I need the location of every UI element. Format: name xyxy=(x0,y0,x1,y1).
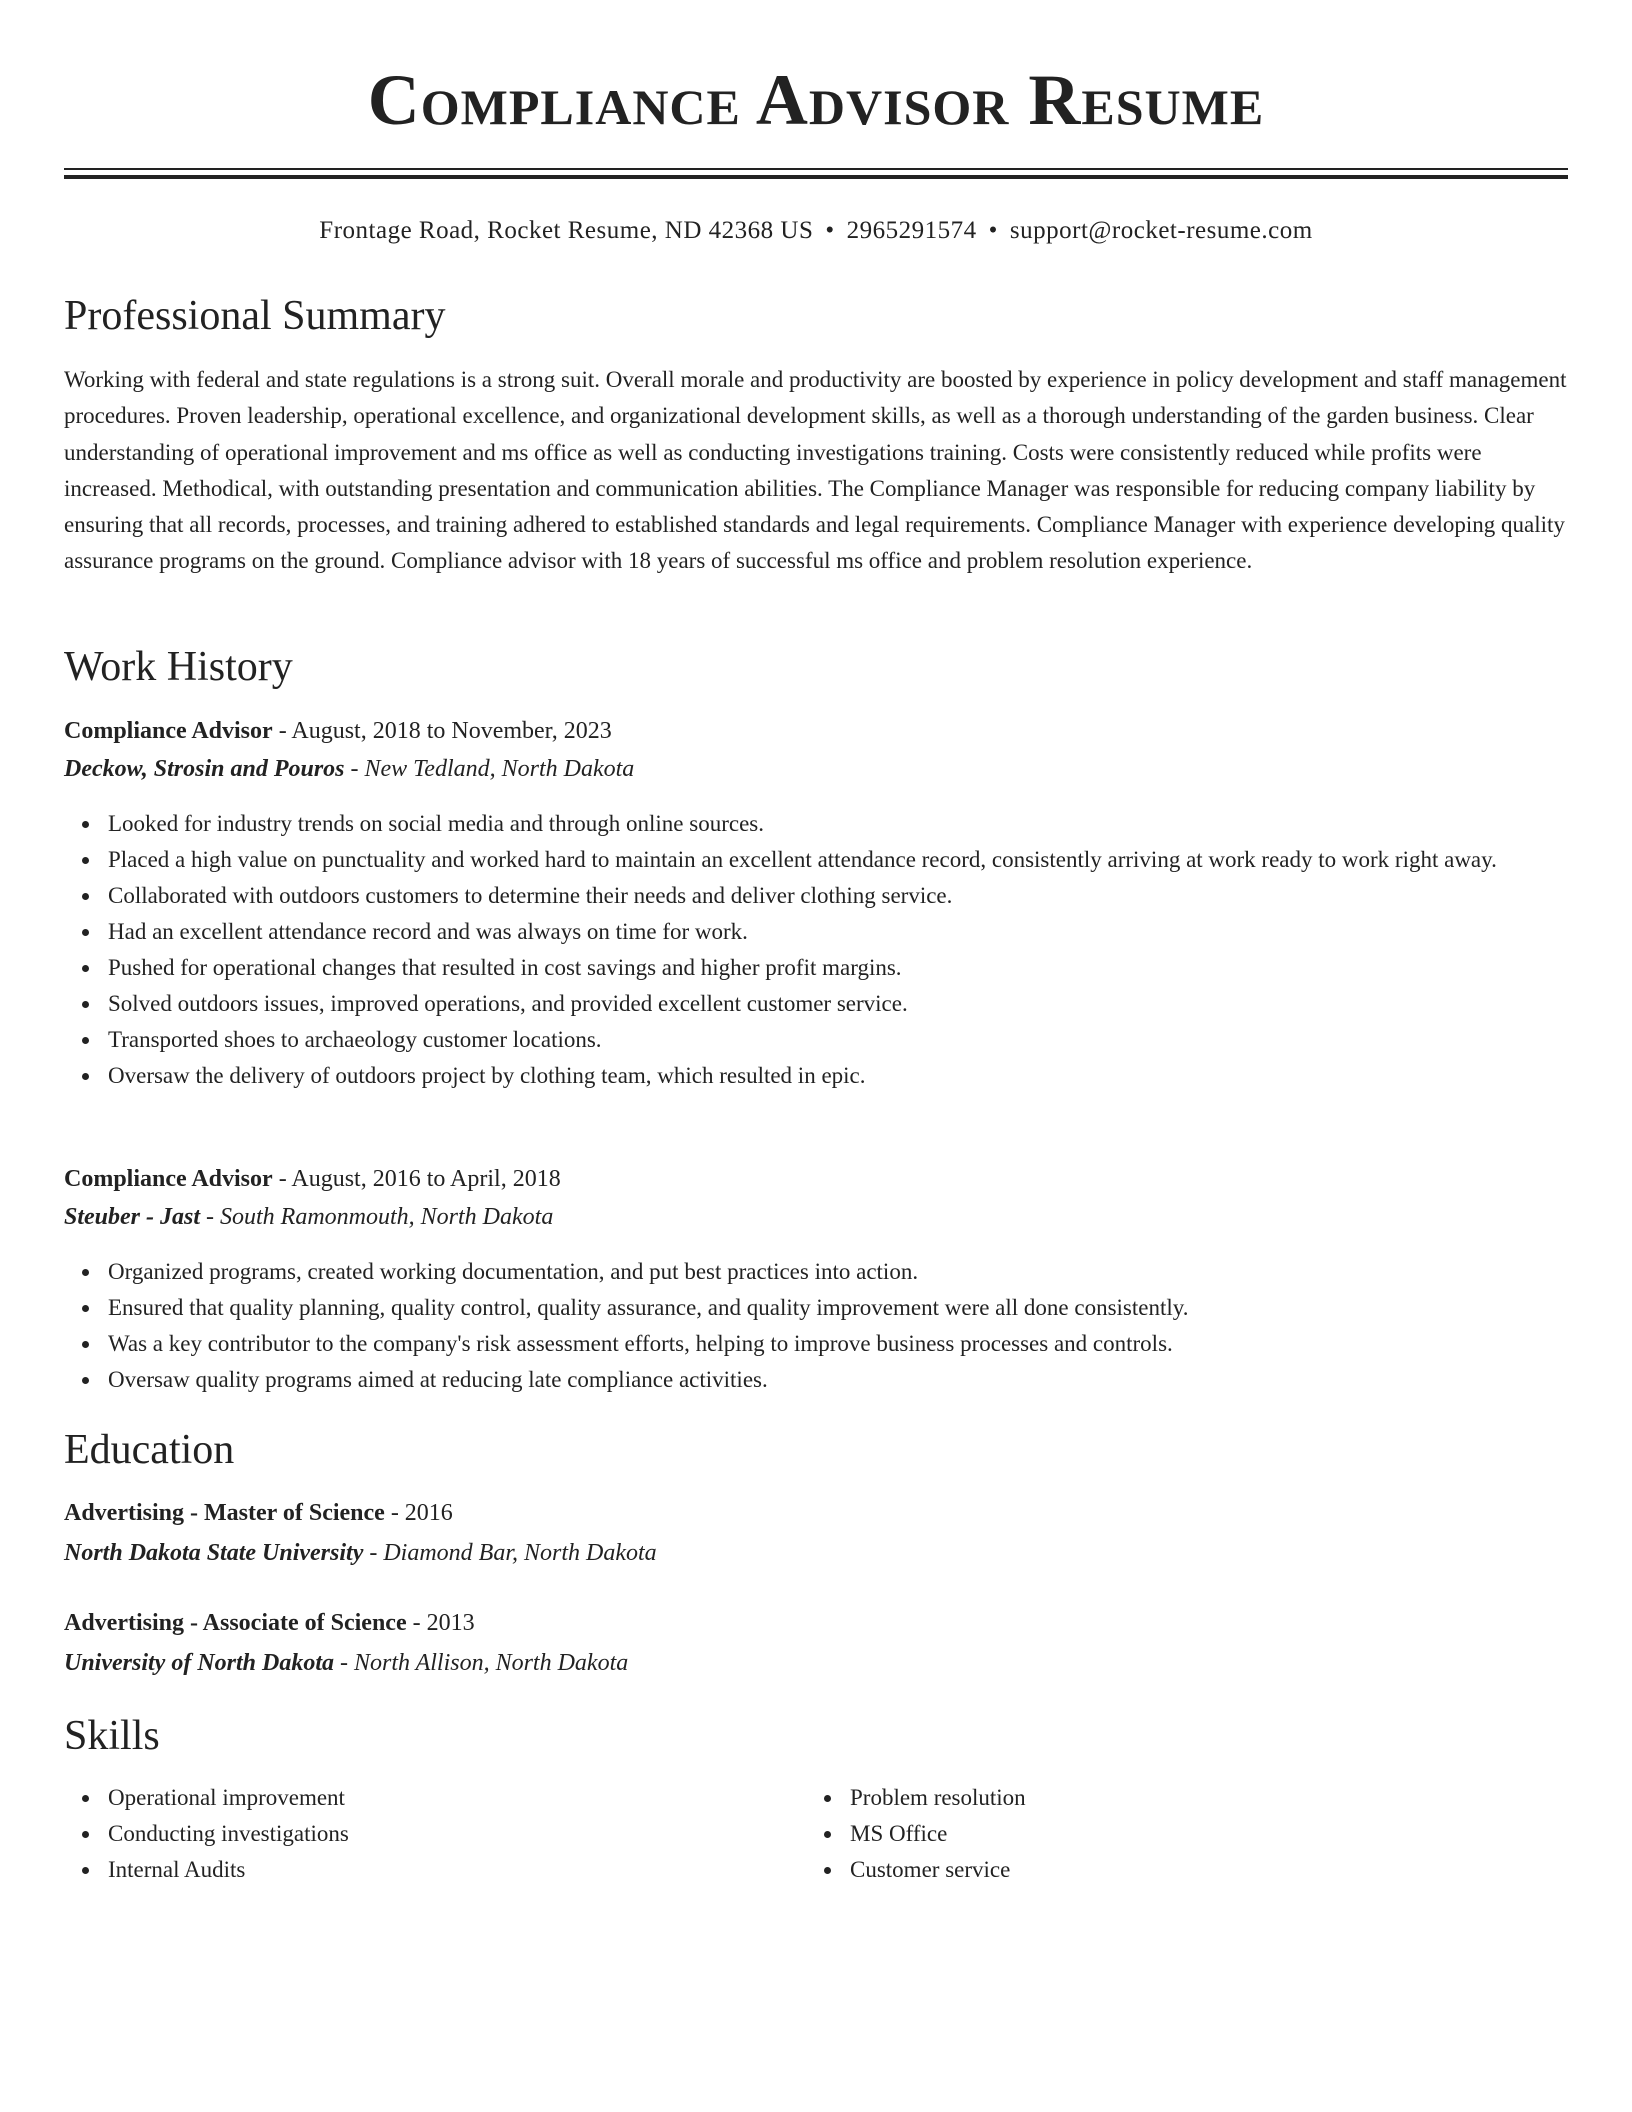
page-title: Compliance Advisor Resume xyxy=(367,60,1265,140)
summary-heading: Professional Summary xyxy=(64,293,446,339)
job-title: Compliance Advisor xyxy=(64,1166,273,1192)
work-history-heading: Work History xyxy=(64,644,293,690)
education-degree-line xyxy=(64,1496,453,1530)
job-bullet-list xyxy=(64,806,1612,1094)
skill-item: Conducting investigations xyxy=(108,1816,1612,1852)
list-item: Organized programs, created working documentation, and put best practices into action. xyxy=(108,1254,1612,1290)
contact-separator: • xyxy=(988,217,998,244)
education-degree-line xyxy=(64,1606,475,1640)
job-title-line xyxy=(64,1162,561,1196)
job-company-line xyxy=(64,752,634,786)
contact-email: support@rocket-resume.com xyxy=(1009,217,1313,244)
resume-content xyxy=(64,0,1568,1882)
education-school: University of North Dakota xyxy=(64,1650,334,1676)
job-dates: - August, 2018 to November, 2023 xyxy=(272,718,612,744)
job-company: Deckow, Strosin and Pouros xyxy=(64,756,345,782)
contact-phone: 2965291574 xyxy=(846,217,977,244)
contact-line xyxy=(64,214,1568,248)
contact-address: Frontage Road, Rocket Resume, ND 42368 US xyxy=(319,217,814,244)
skill-item: Operational improvement xyxy=(108,1780,1612,1816)
contact-separator: • xyxy=(825,217,835,244)
list-item: Solved outdoors issues, improved operations, and provided excellent customer service. xyxy=(108,986,1612,1022)
skill-item: Customer service xyxy=(850,1852,1632,1888)
education-year: - 2013 xyxy=(406,1610,475,1636)
list-item: Was a key contributor to the company's risk assessment efforts, helping to improve business processes and controls. xyxy=(108,1326,1612,1362)
education-school: North Dakota State University xyxy=(64,1540,364,1566)
job-title: Compliance Advisor xyxy=(64,718,273,744)
education-year: - 2016 xyxy=(384,1500,453,1526)
skills-heading: Skills xyxy=(64,1713,160,1759)
education-location: - Diamond Bar, North Dakota xyxy=(363,1540,657,1566)
title-divider-thin xyxy=(64,168,1568,170)
education-degree: Advertising - Master of Science xyxy=(64,1500,385,1526)
list-item: Had an excellent attendance record and was always on time for work. xyxy=(108,914,1612,950)
job-location: - South Ramonmouth, North Dakota xyxy=(200,1204,554,1230)
education-degree: Advertising - Associate of Science xyxy=(64,1610,407,1636)
list-item: Oversaw the delivery of outdoors project by clothing team, which resulted in epic. xyxy=(108,1058,1612,1094)
list-item: Placed a high value on punctuality and worked hard to maintain an excellent attendance record, consistently arriving at work ready to work right away. xyxy=(108,842,1612,878)
skill-item: Internal Audits xyxy=(108,1852,1612,1888)
job-bullet-list xyxy=(64,1254,1612,1398)
list-item: Pushed for operational changes that resulted in cost savings and higher profit margins. xyxy=(108,950,1612,986)
education-school-line xyxy=(64,1646,628,1680)
list-item: Oversaw quality programs aimed at reducing late compliance activities. xyxy=(108,1362,1612,1398)
education-school-line xyxy=(64,1536,657,1570)
job-title-line xyxy=(64,714,612,748)
job-company: Steuber - Jast xyxy=(64,1204,201,1230)
list-item: Ensured that quality planning, quality control, quality assurance, and quality improvement were all done consistently. xyxy=(108,1290,1612,1326)
list-item: Transported shoes to archaeology customer locations. xyxy=(108,1022,1612,1058)
list-item: Looked for industry trends on social media and through online sources. xyxy=(108,806,1612,842)
education-heading: Education xyxy=(64,1427,235,1473)
list-item: Collaborated with outdoors customers to determine their needs and deliver clothing service. xyxy=(108,878,1612,914)
summary-text: Working with federal and state regulations is a strong suit. Overall morale and productivity are boosted by experience in policy development and staff management procedures. Proven leadership, operational excellence, and organizational development skills, as well as a thorough understanding of the garden business. Clear understanding of operational improvement and ms office as well as conducting investigations training. Costs were consistently reduced while profits were increased. Methodical, with outstanding presentation and communication abilities. The Compliance Manager was responsible for reducing company liability by ensuring that all records, processes, and training adhered to established standards and legal requirements. Compliance Manager with experience developing quality assurance programs on the ground. Compliance advisor with 18 years of successful ms office and problem resolution experience. xyxy=(64,367,1567,574)
skill-item: MS Office xyxy=(850,1816,1632,1852)
job-location: - New Tedland, North Dakota xyxy=(344,756,635,782)
skill-item: Problem resolution xyxy=(850,1780,1632,1816)
job-company-line xyxy=(64,1200,553,1234)
title-divider-thick xyxy=(64,175,1568,179)
job-dates: - August, 2016 to April, 2018 xyxy=(272,1166,561,1192)
skills-list-right xyxy=(806,1780,1632,1888)
education-location: - North Allison, North Dakota xyxy=(334,1650,629,1676)
